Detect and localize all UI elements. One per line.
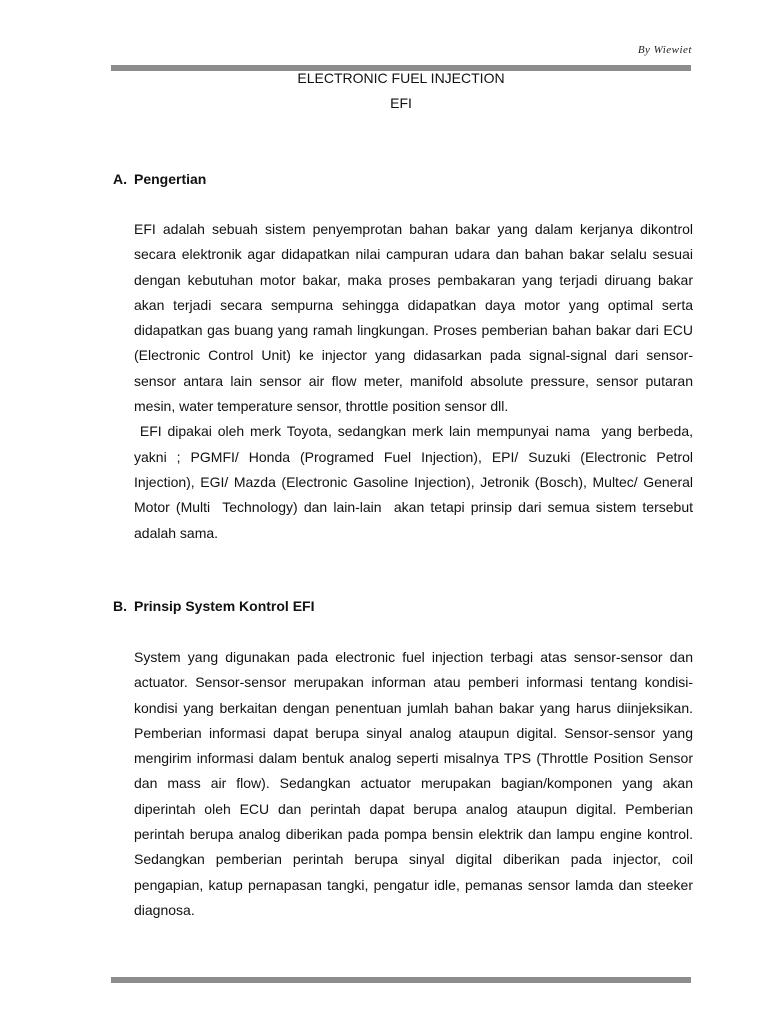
paragraph: EFI dipakai oleh merk Toyota, sedangkan merk lain mempunyai nama yang berbeda, yakni ; PGMFI/ Honda (Programed Fuel Injection), EPI/ Suzuki (Electronic Petrol Injection), EGI/ Mazda (Electronic Gasoline Injection), Jetronik (Bosch), Multec/ General Motor (Multi Technology) dan lain-lain akan tetapi prinsip dari semua sistem tersebut adalah sama. [134,423,697,541]
document-title: ELECTRONIC FUEL INJECTION [297,70,505,86]
section-title: Prinsip System Kontrol EFI [134,598,315,614]
section-body-pengertian [134,217,697,546]
section-body-prinsip [134,645,693,923]
section-title: Pengertian [134,171,207,187]
paragraph: System yang digunakan pada electronic fuel injection terbagi atas sensor-sensor dan actuator. Sensor-sensor merupakan informan atau pemberi informasi tentang kondisi-kondisi yang berkaitan dengan penentuan jumlah bahan bakar yang harus diinjeksikan. Pemberian informasi dapat berupa sinyal analog ataupun digital. Sensor-sensor yang mengirim informasi dalam bentuk analog seperti misalnya TPS (Throttle Position Sensor dan mass air flow). Sedangkan actuator merupakan bagian/komponen yang akan diperintah oleh ECU dan perintah dapat berupa analog ataupun digital. Pemberian perintah berupa analog diberikan pada pompa bensin elektrik dan lampu engine kontrol. Sedangkan pemberian perintah berupa sinyal digital diberikan pada injector, coil pengapian, katup pernapasan tangki, pengatur idle, pemanas sensor lamda dan steeker diagnosa. [134,649,693,918]
section-heading-pengertian [113,171,206,188]
section-letter: A. [113,171,127,187]
section-heading-prinsip [113,598,314,615]
author-credit: By Wiewiet [637,44,692,56]
document-subtitle: EFI [390,95,412,111]
bottom-divider [111,977,691,983]
paragraph: EFI adalah sebuah sistem penyemprotan bahan bakar yang dalam kerjanya dikontrol secara elektronik agar didapatkan nilai campuran udara dan bahan bakar selalu sesuai dengan kebutuhan motor bakar, maka proses pembakaran yang terjadi diruang bakar akan terjadi secara sempurna sehingga didapatkan daya motor yang optimal serta didapatkan gas buang yang ramah lingkungan. Proses pemberian bahan bakar dari ECU (Electronic Control Unit) ke injector yang didasarkan pada signal-signal dari sensor-sensor antara lain sensor air flow meter, manifold absolute pressure, sensor putaran mesin, water temperature sensor, throttle position sensor dll. [134,221,693,415]
section-letter: B. [113,598,127,614]
